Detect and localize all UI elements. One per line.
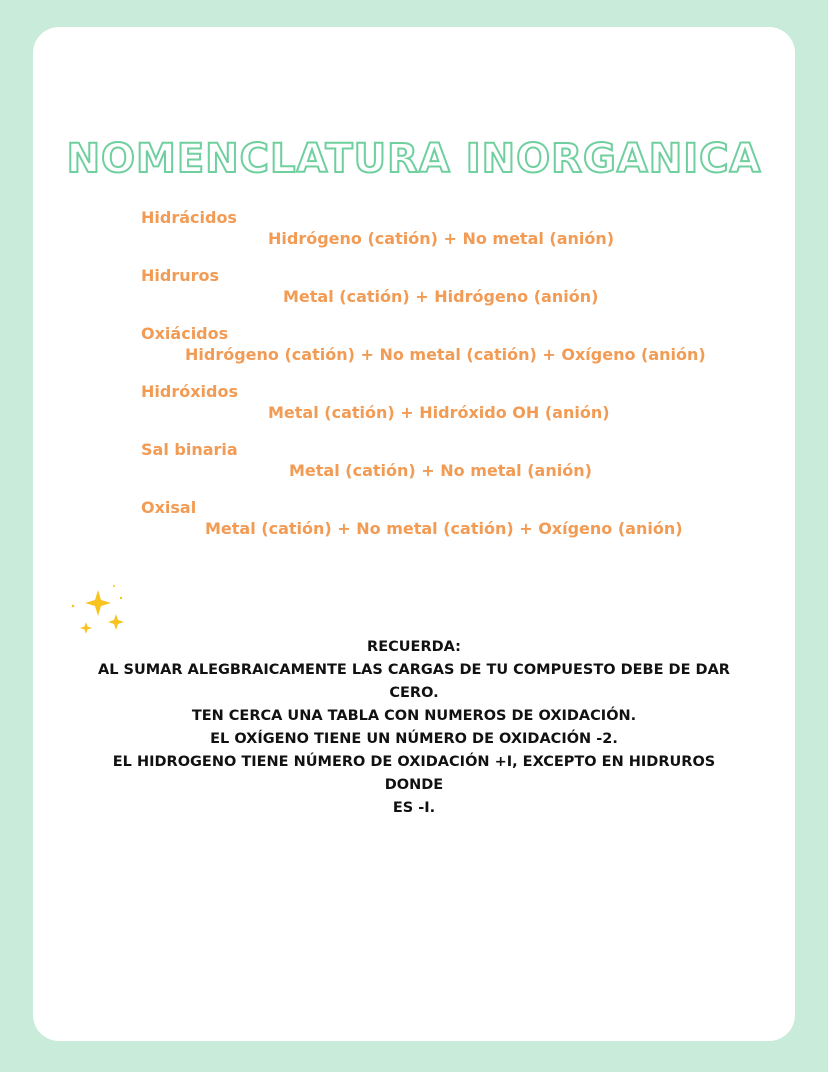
compound-formula-hidruros: Metal (catión) + Hidrógeno (anión): [283, 287, 599, 306]
reminder-line: TEN CERCA UNA TABLA CON NUMEROS DE OXIDACIÓN.: [191, 708, 637, 724]
reminder-note: [90, 636, 738, 820]
reminder-heading: RECUERDA:: [367, 639, 461, 655]
reminder-line: EL HIDROGENO TIENE NÚMERO DE OXIDACIÓN +I, EXCEPTO EN HIDRUROS DONDE: [112, 754, 716, 793]
compound-name-hidroxidos: Hidróxidos: [141, 382, 238, 401]
reminder-line: ES -I.: [392, 800, 436, 816]
compound-name-oxiacidos: Oxiácidos: [141, 324, 229, 343]
compound-name-sal-binaria: Sal binaria: [141, 440, 238, 459]
compound-formula-oxisal: Metal (catión) + No metal (catión) + Oxígeno (anión): [205, 519, 683, 538]
compound-formula-hidracidos: Hidrógeno (catión) + No metal (anión): [268, 229, 615, 248]
compound-formula-oxiacidos: Hidrógeno (catión) + No metal (catión) + Oxígeno (anión): [185, 345, 706, 364]
compound-formula-sal-binaria: Metal (catión) + No metal (anión): [289, 461, 592, 480]
compound-name-oxisal: Oxisal: [141, 498, 197, 517]
compound-name-hidracidos: Hidrácidos: [141, 208, 237, 227]
reminder-line: AL SUMAR ALEGBRAICAMENTE LAS CARGAS DE TU COMPUESTO DEBE DE DAR: [98, 662, 730, 678]
compound-formula-hidroxidos: Metal (catión) + Hidróxido OH (anión): [268, 403, 610, 422]
reminder-line: CERO.: [389, 685, 439, 701]
page-title: NOMENCLATURA INORGANICA: [66, 136, 762, 182]
reminder-line: EL OXÍGENO TIENE UN NÚMERO DE OXIDACIÓN -2.: [210, 731, 618, 747]
sparkles-icon: [68, 582, 132, 642]
compound-name-hidruros: Hidruros: [141, 266, 220, 285]
